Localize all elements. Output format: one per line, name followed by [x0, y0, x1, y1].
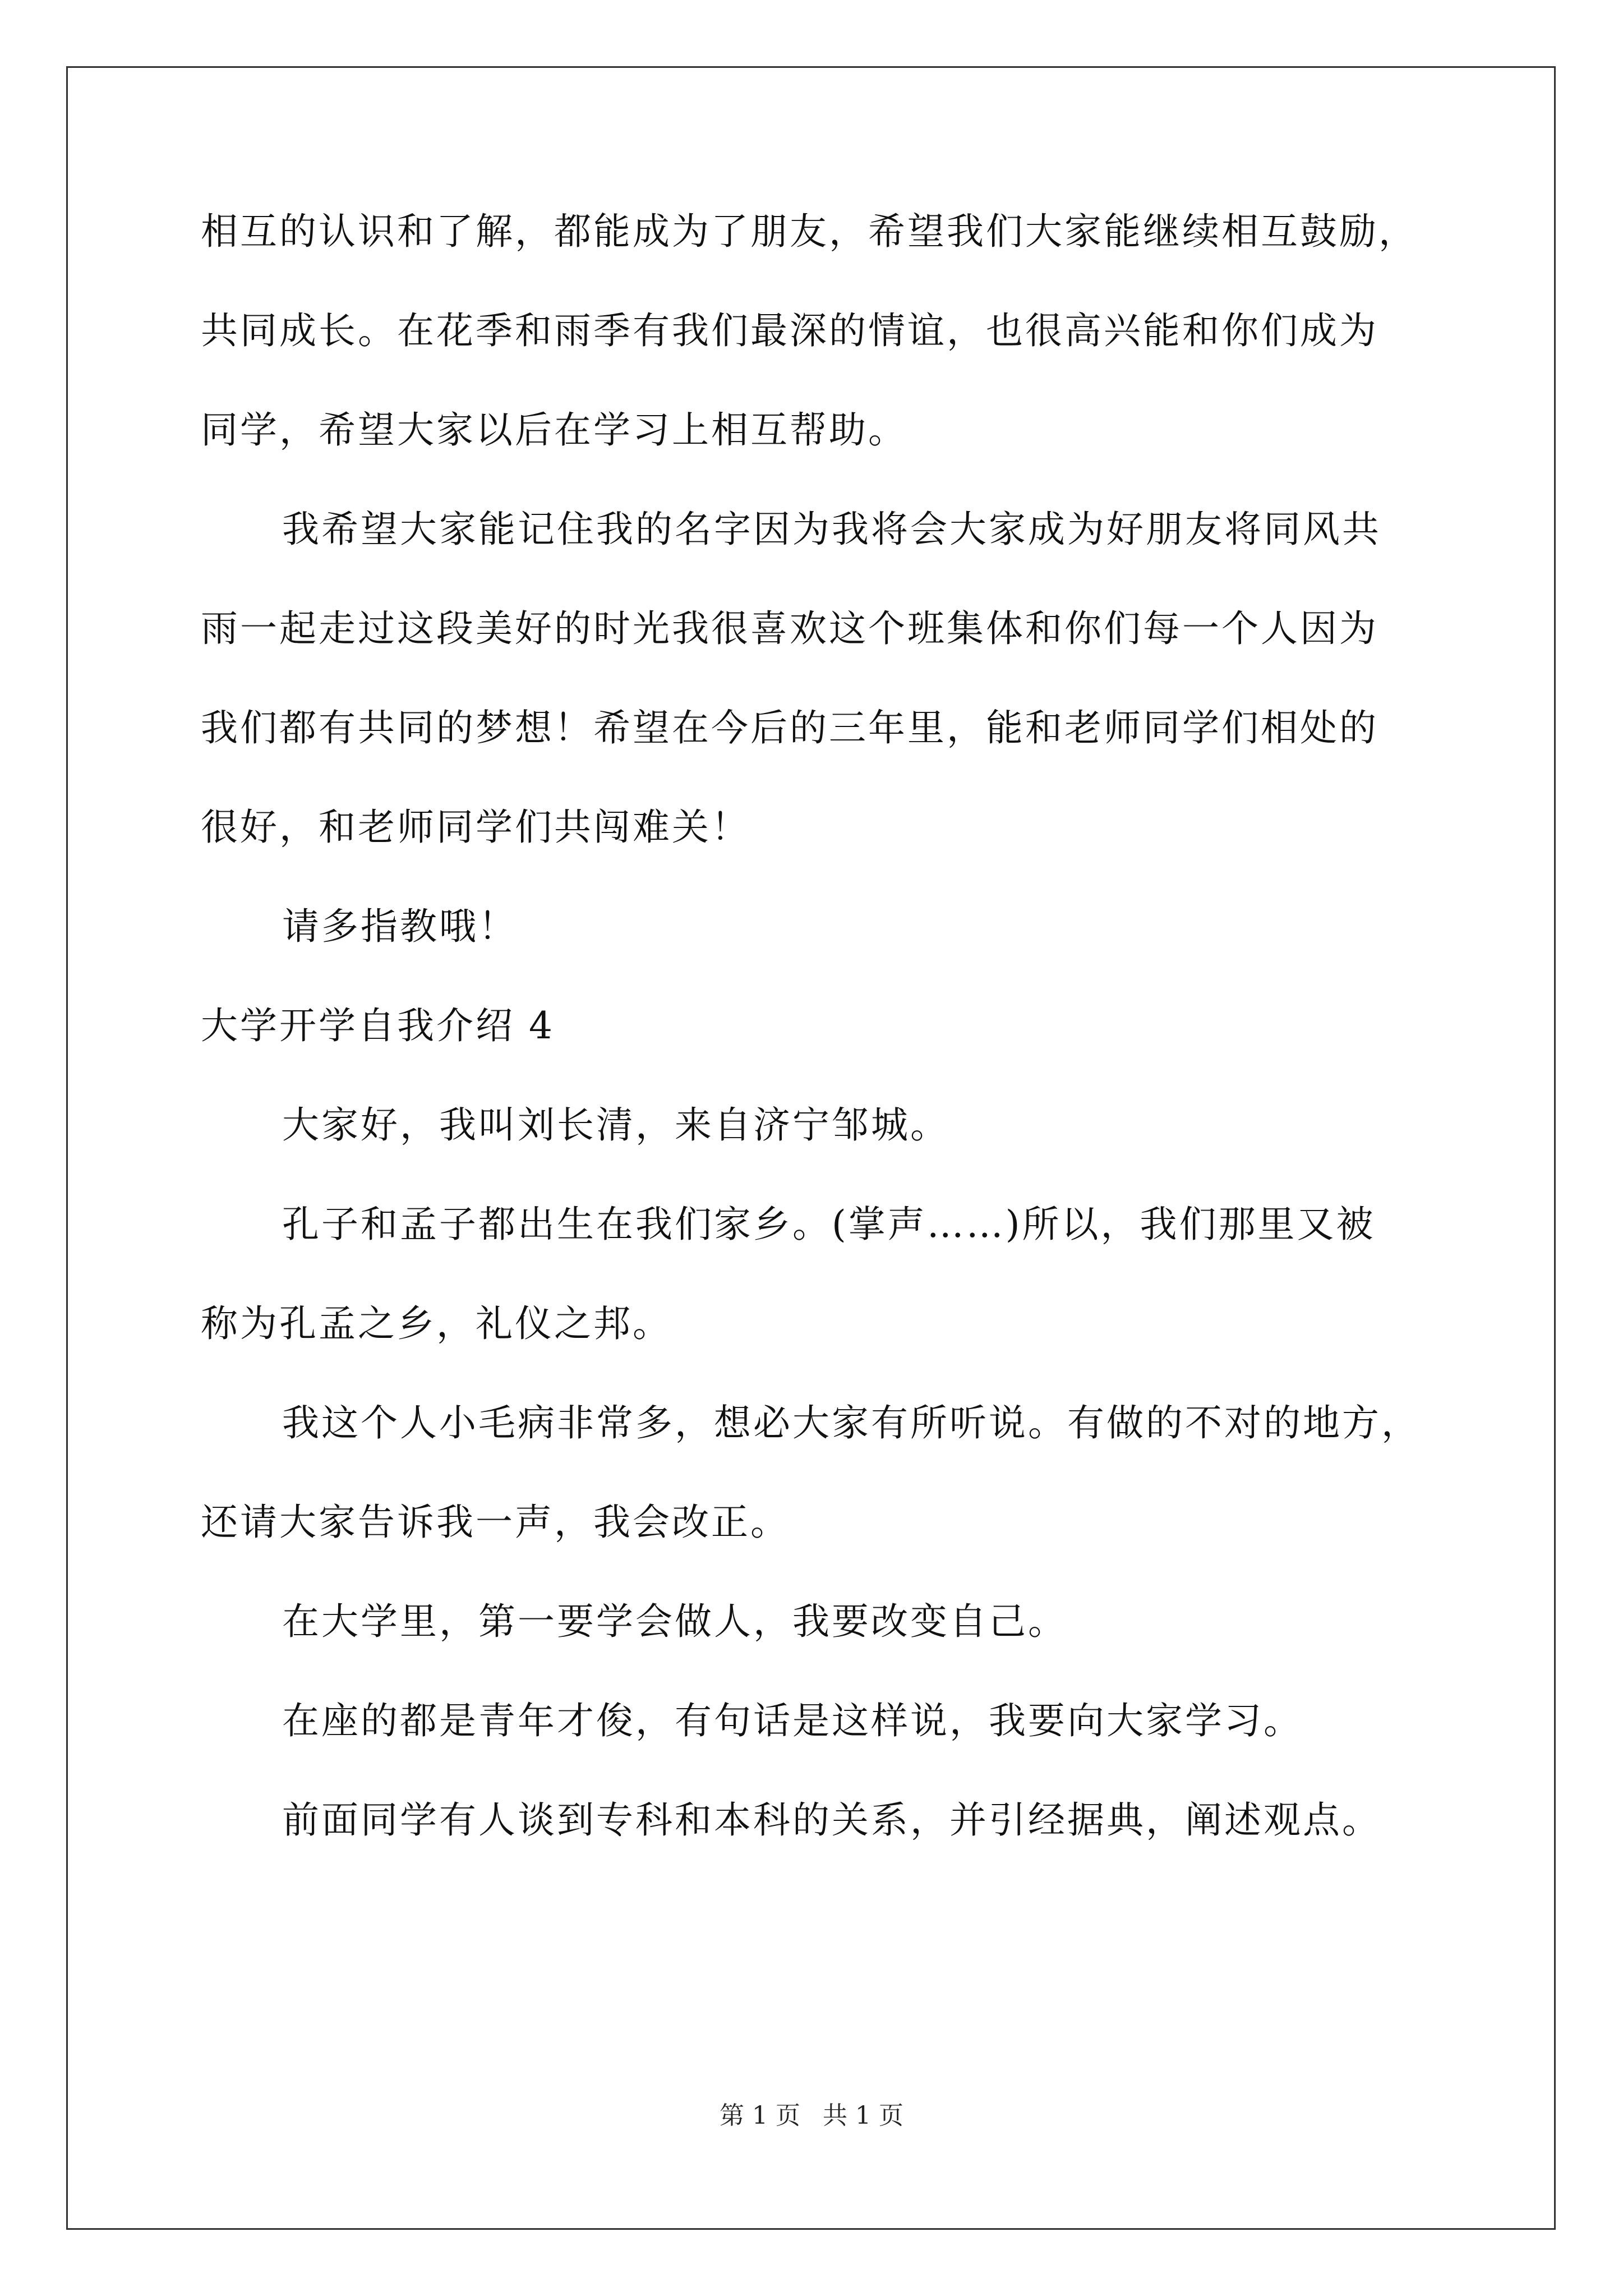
text-line-16: 在座的都是青年才俊，有句话是这样说，我要向大家学习。 [282, 1699, 1303, 1742]
section-heading: 大学开学自我介绍 4 [201, 1004, 555, 1047]
text-line-10: 大家好，我叫刘长清，来自济宁邹城。 [282, 1103, 949, 1147]
page-total: 共 1 页 [823, 2101, 903, 2130]
page-footer [0, 2101, 1623, 2130]
text-line-7: 很好，和老师同学们共闯难关！ [201, 806, 750, 849]
text-line-14: 还请大家告诉我一声，我会改正。 [201, 1501, 790, 1544]
text-line-15: 在大学里，第一要学会做人，我要改变自己。 [282, 1600, 1067, 1643]
text-line-1: 相互的认识和了解，都能成为了朋友，希望我们大家能继续相互鼓励， [201, 210, 1418, 253]
text-line-12: 称为孔孟之乡，礼仪之邦。 [201, 1302, 672, 1345]
text-line-3: 同学，希望大家以后在学习上相互帮助。 [201, 408, 907, 452]
text-line-13: 我这个人小毛病非常多，想必大家有所听说。有做的不对的地方， [282, 1401, 1421, 1444]
text-line-4: 我希望大家能记住我的名字因为我将会大家成为好朋友将同风共 [282, 508, 1381, 551]
text-line-11: 孔子和孟子都出生在我们家乡。(掌声……)所以，我们那里又被 [282, 1203, 1376, 1246]
text-line-6: 我们都有共同的梦想！希望在今后的三年里，能和老师同学们相处的 [201, 706, 1378, 749]
page-number: 第 1 页 [720, 2101, 800, 2130]
document-body [201, 210, 1435, 1901]
text-line-17: 前面同学有人谈到专科和本科的关系，并引经据典，阐述观点。 [282, 1798, 1381, 1842]
text-line-2: 共同成长。在花季和雨季有我们最深的情谊，也很高兴能和你们成为 [201, 309, 1378, 352]
text-line-5: 雨一起走过这段美好的时光我很喜欢这个班集体和你们每一个人因为 [201, 607, 1378, 650]
text-line-8: 请多指教哦！ [282, 905, 518, 948]
